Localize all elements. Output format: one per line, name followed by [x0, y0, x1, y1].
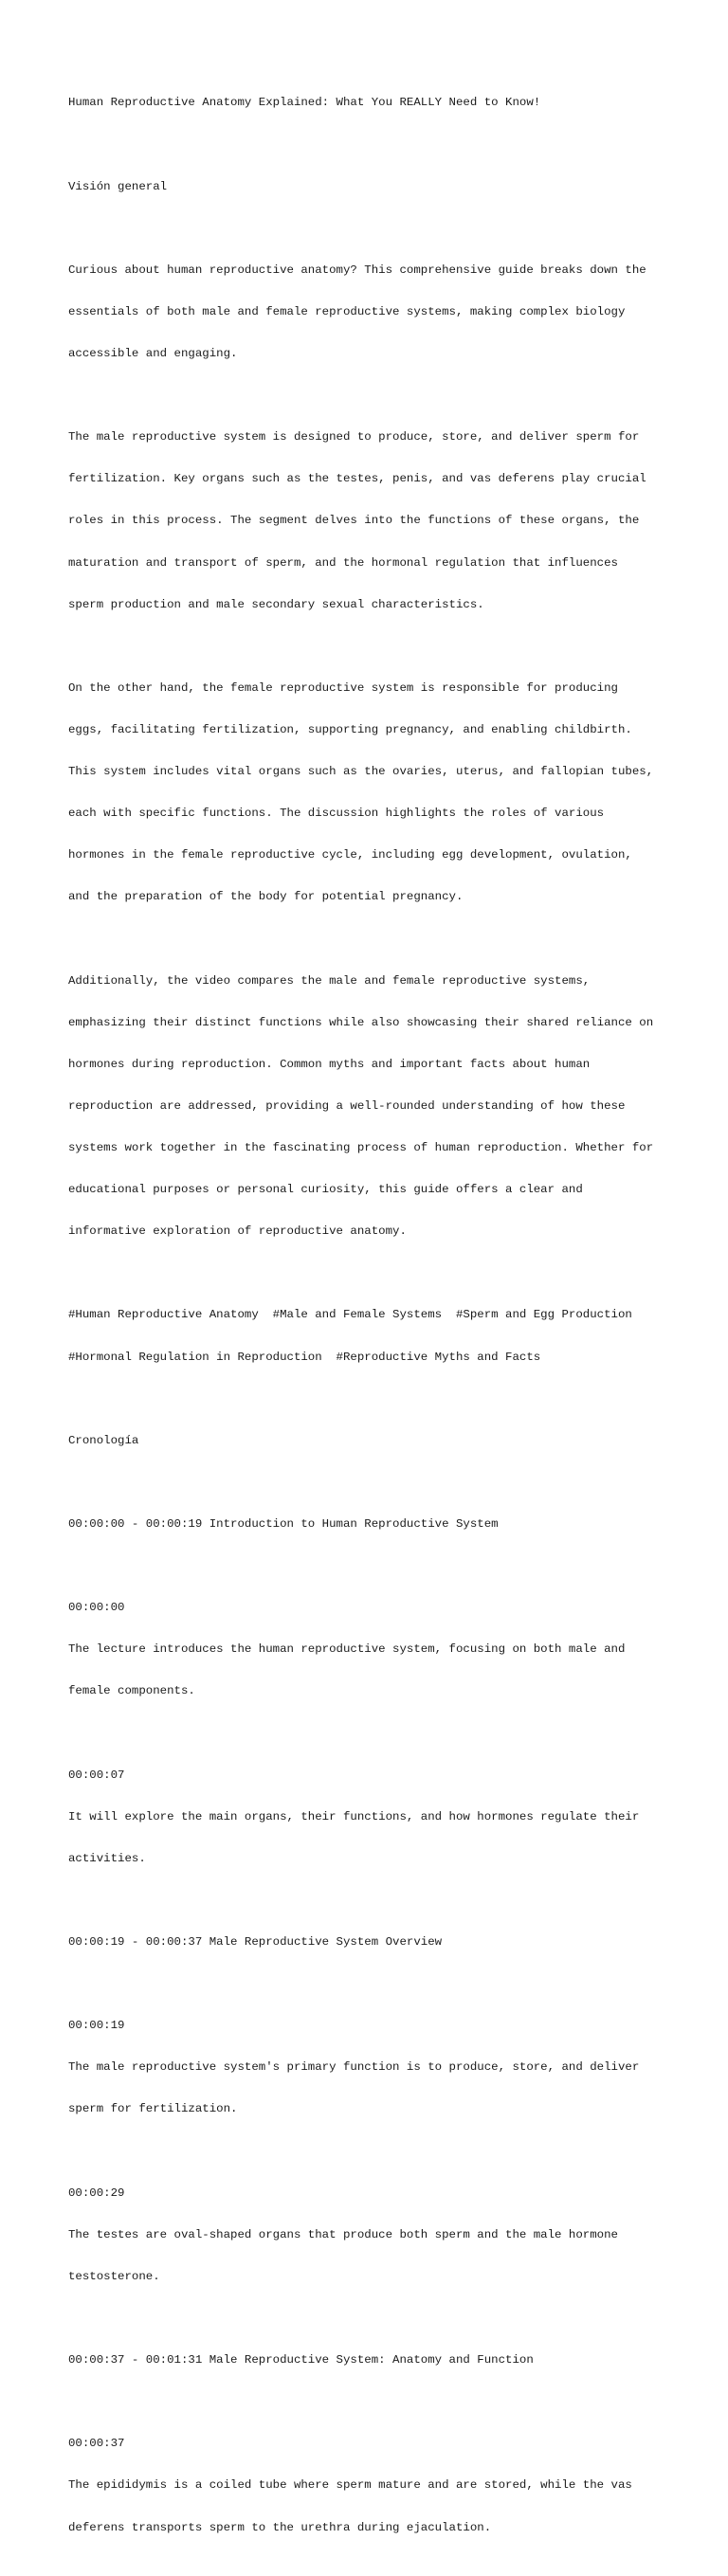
text-line: fertilization. Key organs such as the testes, penis, and vas deferens play crucial [68, 472, 646, 486]
text-line: essentials of both male and female reproductive systems, making complex biology [68, 304, 626, 318]
timeline-entry [68, 1991, 675, 2145]
timeline [68, 1490, 675, 2563]
text-line: emphasizing their distinct functions while also showcasing their shared reliance on [68, 1015, 654, 1029]
text-line: The male reproductive system is designed to produce, store, and deliver sperm for [68, 430, 640, 444]
timeline-section [68, 1490, 675, 1560]
female-system-paragraph [68, 653, 675, 932]
text-line: sperm for fertilization. [68, 2102, 238, 2116]
text-line: reproduction are addressed, providing a well-rounded understanding of how these [68, 1098, 626, 1113]
text-line: This system includes vital organs such as the ovaries, uterus, and fallopian tubes, [68, 765, 654, 779]
text-line: activities. [68, 1851, 146, 1865]
timeline-heading-text: Cronología [68, 1433, 139, 1447]
text-line: testosterone. [68, 2269, 160, 2283]
timeline-entry [68, 2409, 675, 2563]
document-page [68, 68, 675, 2576]
text-line: The male reproductive system's primary function is to produce, store, and deliver [68, 2060, 640, 2075]
text-line: each with specific functions. The discussion highlights the roles of various [68, 807, 605, 821]
text-line: hormones in the female reproductive cycle, including egg development, ovulation, [68, 848, 632, 862]
text-line: informative exploration of reproductive anatomy. [68, 1225, 407, 1239]
section-range: 00:00:37 - 00:01:31 Male Reproductive System: Anatomy and Function [68, 2353, 534, 2367]
text-line: roles in this process. The segment delves into the functions of these organs, the [68, 514, 640, 528]
text-line: deferens transports sperm to the urethra during ejaculation. [68, 2520, 492, 2534]
text-line: The testes are oval-shaped organs that produce both sperm and the male hormone [68, 2227, 618, 2241]
timeline-entry [68, 1573, 675, 1727]
timestamp: 00:00:29 [68, 2186, 125, 2200]
overview-heading-text: Visión general [68, 179, 168, 193]
text-line: accessible and engaging. [68, 347, 238, 361]
text-line: Additionally, the video compares the male and female reproductive systems, [68, 973, 591, 988]
text-line: female components. [68, 1684, 195, 1698]
text-line: educational purposes or personal curiosity, this guide offers a clear and [68, 1183, 583, 1197]
timeline-entry [68, 1740, 675, 1894]
text-line: The epididymis is a coiled tube where sperm mature and are stored, while the vas [68, 2478, 632, 2493]
section-range: 00:00:00 - 00:00:19 Introduction to Human Reproductive System [68, 1517, 499, 1531]
hashtags [68, 1280, 675, 1392]
timeline-section [68, 1908, 675, 1978]
text-line: systems work together in the fascinating process of human reproduction. Whether for [68, 1141, 654, 1155]
document-title [68, 68, 675, 138]
timestamp: 00:00:00 [68, 1601, 125, 1615]
timeline-section [68, 2326, 675, 2396]
male-system-paragraph [68, 403, 675, 640]
timestamp: 00:00:37 [68, 2437, 125, 2451]
text-line: sperm production and male secondary sexual characteristics. [68, 597, 484, 611]
section-range: 00:00:19 - 00:00:37 Male Reproductive System Overview [68, 1935, 443, 1950]
hashtag-line: #Human Reproductive Anatomy #Male and Female Systems #Sperm and Egg Production [68, 1308, 632, 1322]
text-line: and the preparation of the body for potential pregnancy. [68, 890, 464, 904]
text-line: eggs, facilitating fertilization, supporting pregnancy, and enabling childbirth. [68, 722, 632, 736]
timeline-entry [68, 2158, 675, 2312]
text-line: hormones during reproduction. Common myths and important facts about human [68, 1057, 591, 1071]
intro-paragraph [68, 235, 675, 389]
text-line: Curious about human reproductive anatomy? This comprehensive guide breaks down the [68, 263, 646, 277]
timeline-heading [68, 1406, 675, 1476]
text-line: It will explore the main organs, their functions, and how hormones regulate their [68, 1809, 640, 1823]
hashtag-line: #Hormonal Regulation in Reproduction #Reproductive Myths and Facts [68, 1350, 541, 1364]
overview-heading [68, 152, 675, 222]
comparison-paragraph [68, 946, 675, 1266]
text-line: maturation and transport of sperm, and the hormonal regulation that influences [68, 555, 618, 570]
text-line: On the other hand, the female reproductive system is responsible for producing [68, 680, 618, 695]
title-line: Human Reproductive Anatomy Explained: What You REALLY Need to Know! [68, 96, 541, 110]
timestamp: 00:00:07 [68, 1768, 125, 1782]
timestamp: 00:00:19 [68, 2019, 125, 2033]
text-line: The lecture introduces the human reproductive system, focusing on both male and [68, 1642, 626, 1657]
